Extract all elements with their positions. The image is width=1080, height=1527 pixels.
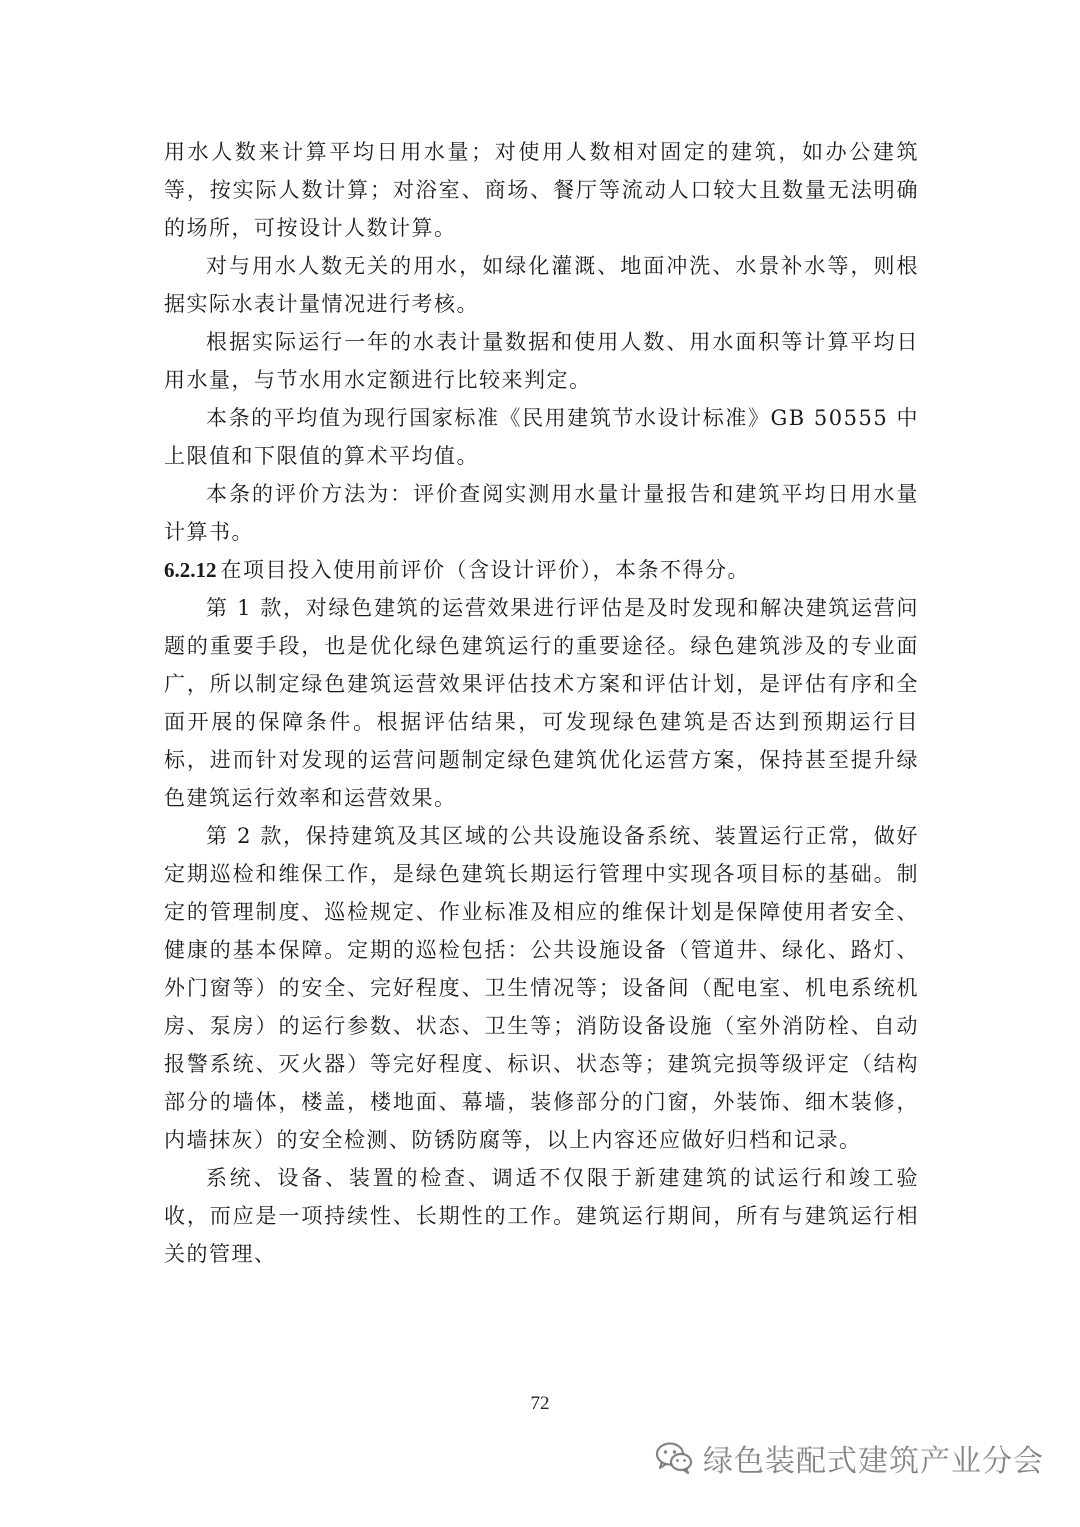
wechat-icon (655, 1441, 693, 1475)
page-number: 72 (530, 1393, 550, 1414)
clause-number: 6.2.12 (164, 558, 217, 582)
paragraph-evaluation-method: 本条的评价方法为：评价查阅实测用水量计量报告和建筑平均日用水量计算书。 (164, 482, 919, 544)
clause-text: 在项目投入使用前评价（含设计评价），本条不得分。 (220, 558, 750, 582)
paragraph-annual-metering: 根据实际运行一年的水表计量数据和使用人数、用水面积等计算平均日用水量，与节水用水定额进行比较来判定。 (164, 330, 919, 392)
watermark-text: 绿色装配式建筑产业分会 (703, 1444, 1044, 1479)
document-body (164, 133, 919, 1273)
clause-heading (164, 551, 919, 589)
watermark (655, 1436, 1044, 1480)
paragraph-unrelated-water-use: 对与用水人数无关的用水，如绿化灌溉、地面冲洗、水景补水等，则根据实际水表计量情况进行考核。 (164, 254, 919, 316)
paragraph-item-2: 第 2 款，保持建筑及其区域的公共设施设备系统、装置运行正常，做好定期巡检和维保工作，是绿色建筑长期运行管理中实现各项目标的基础。制定的管理制度、巡检规定、作业标准及相应的维保计划是保障使用者安全、健康的基本保障。定期的巡检包括：公共设施设备（管道井、绿化、路灯、外门窗等）的安全、完好程度、卫生情况等；设备间（配电室、机电系统机房、泵房）的运行参数、状态、卫生等；消防设备设施（室外消防栓、自动报警系统、灭火器）等完好程度、标识、状态等；建筑完损等级评定（结构部分的墙体，楼盖，楼地面、幕墙，装修部分的门窗，外装饰、细木装修，内墙抹灰）的安全检测、防锈防腐等，以上内容还应做好归档和记录。 (164, 824, 919, 1152)
paragraph-continued: 用水人数来计算平均日用水量；对使用人数相对固定的建筑，如办公建筑等，按实际人数计算；对浴室、商场、餐厅等流动人口较大且数量无法明确的场所，可按设计人数计算。 (164, 140, 919, 240)
paragraph-item-1: 第 1 款，对绿色建筑的运营效果进行评估是及时发现和解决建筑运营问题的重要手段，也是优化绿色建筑运行的重要途径。绿色建筑涉及的专业面广，所以制定绿色建筑运营效果评估技术方案和评估计划，是评估有序和全面开展的保障条件。根据评估结果，可发现绿色建筑是否达到预期运行目标，进而针对发现的运营问题制定绿色建筑优化运营方案，保持甚至提升绿色建筑运行效率和运营效果。 (164, 596, 919, 810)
paragraph-average-value: 本条的平均值为现行国家标准《民用建筑节水设计标准》GB 50555 中上限值和下限值的算术平均值。 (164, 406, 919, 468)
paragraph-commissioning: 系统、设备、装置的检查、调适不仅限于新建建筑的试运行和竣工验收，而应是一项持续性、长期性的工作。建筑运行期间，所有与建筑运行相关的管理、 (164, 1166, 919, 1266)
